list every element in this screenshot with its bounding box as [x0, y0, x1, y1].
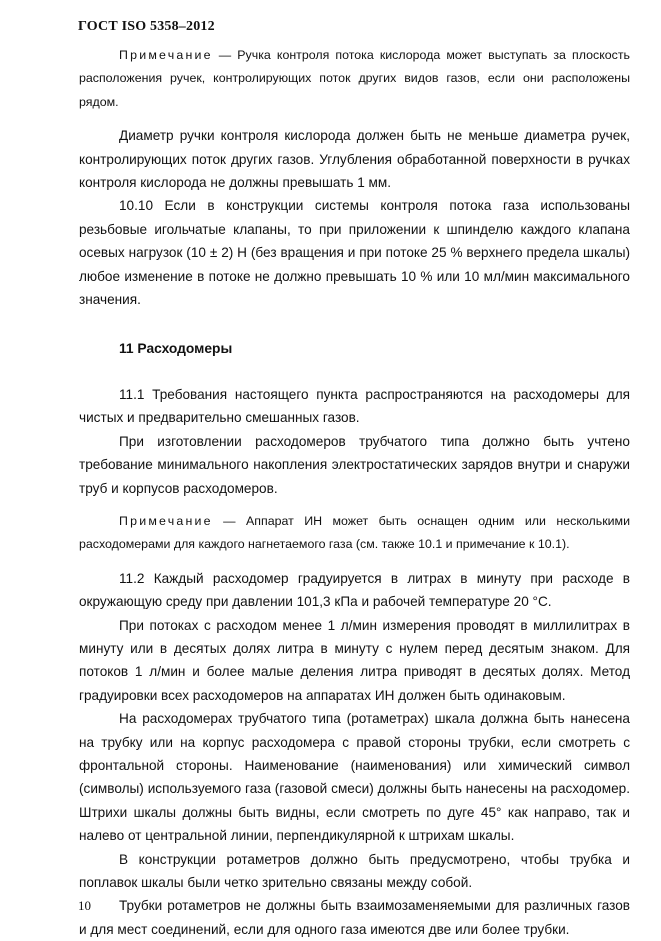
section-heading-11: 11 Расходомеры	[119, 341, 233, 357]
paragraph-rotameter-tubes: Трубки ротаметров не должны быть взаимозаменяемыми для различных газов и для мест соединений, если для одного газа имеются две или более трубки.	[79, 898, 630, 937]
note-oxygen-knob	[79, 44, 630, 114]
page-content	[79, 44, 630, 941]
paragraph-11-1: 11.1 Требования настоящего пункта распространяются на расходомеры для чистых и предварительно смешанных газов.	[79, 386, 630, 426]
paragraph-small-flows: При потоках с расходом менее 1 л/мин измерения проводят в миллилитрах в минуту или в десятых долях литра в минуту с нулем перед десятым знаком. Для потоков 1 л/мин и более малые деления литра приводят в десятых долях. Метод градуировки всех расходомеров на аппаратах ИН должен быть одинаковым.	[79, 617, 630, 703]
note-text: — Ручка контроля потока кислорода может выступать за плоскость расположения ручек, контролирующих поток других видов газов, если они расположены рядом.	[79, 48, 630, 109]
page-number: 10	[78, 898, 91, 913]
paragraph-rotameter-design: В конструкции ротаметров должно быть предусмотрено, чтобы трубка и поплавок шкалы были четко зрительно связаны между собой.	[79, 851, 630, 890]
paragraph-electrostatic: При изготовлении расходомеров трубчатого типа должно быть учтено требование минимального накопления электростатических зарядов внутри и снаружи труб и корпусов расходомеров.	[79, 433, 630, 496]
paragraph-10-10: 10.10 Если в конструкции системы контроля потока газа использованы резьбовые игольчатые клапаны, то при приложении к шпинделю каждого клапана осевых нагрузок (10 ± 2) Н (без вращения и при потоке 25 % верхнего предела шкалы) любое изменение в потоке не должно превышать 10 % или 10 мл/мин максимального значения.	[79, 198, 630, 308]
note-flowmeters	[79, 510, 630, 557]
note-text: — Аппарат ИН может быть оснащен одним или несколькими расходомерами для каждого нагнетаемого газа (см. также 10.1 и примечание к 10.1).	[79, 513, 630, 552]
note-label: Примечание	[119, 513, 213, 528]
paragraph-rotameter-scale: На расходомерах трубчатого типа (ротаметрах) шкала должна быть нанесена на трубку или на корпус расходомера с правой стороны трубки, если смотреть с фронтальной стороны. Наименование (наименования) или химический символ (символы) используемого газа (газовой смеси) должны быть нанесены на расходомер. Штрихи шкалы должны быть видны, если смотреть по дуге 45° как направо, так и налево от центральной линии, перпендикулярной к штрихам шкалы.	[79, 711, 630, 844]
paragraph-11-2: 11.2 Каждый расходомер градуируется в литрах в минуту при расходе в окружающую среду при давлении 101,3 кПа и рабочей температуре 20 °С.	[79, 570, 630, 610]
paragraph-knob-diameter: Диаметр ручки контроля кислорода должен быть не меньше диаметра ручек, контролирующих поток других газов. Углубления обработанной поверхности в ручках контроля кислорода не должны превышать 1 мм.	[79, 128, 630, 191]
document-header: ГОСТ ISO 5358–2012	[78, 19, 215, 34]
note-label: Примечание	[119, 48, 213, 62]
